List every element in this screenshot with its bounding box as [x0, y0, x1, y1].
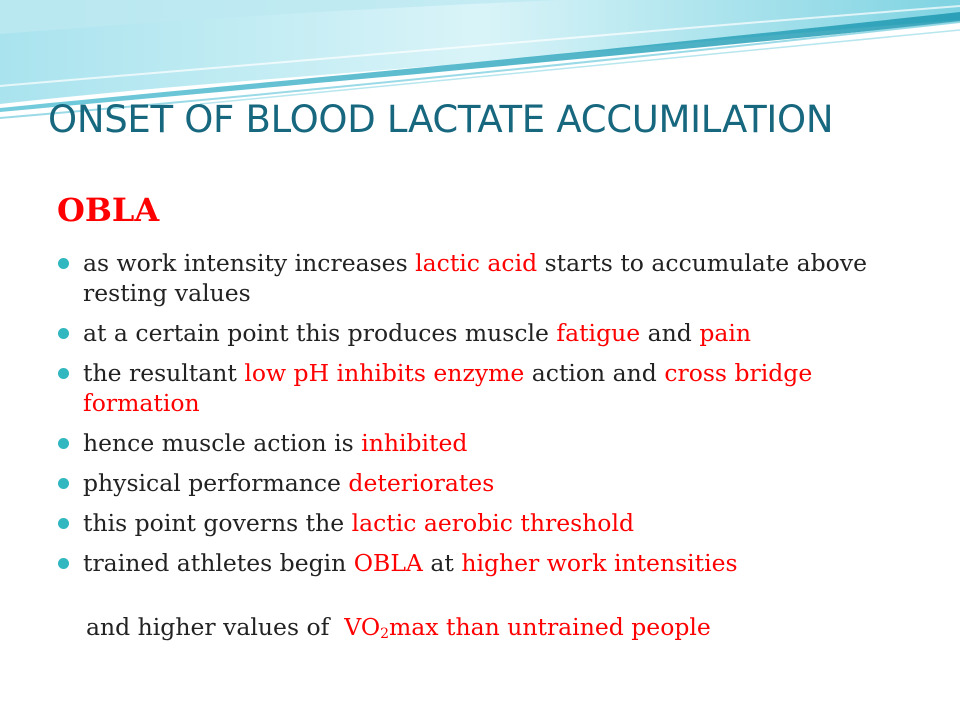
bullet-dot-icon: [58, 368, 69, 379]
bullet-item: hence muscle action is inhibited: [57, 428, 917, 458]
slide-subtitle: OBLA: [57, 191, 160, 229]
bullet-list: [57, 248, 917, 588]
bullet-item: at a certain point this produces muscle fatigue and pain: [57, 318, 917, 348]
bullet-item: physical performance deteriorates: [57, 468, 917, 498]
bullet-dot-icon: [58, 478, 69, 489]
bullet-dot-icon: [58, 518, 69, 529]
bullet-item: the resultant low pH inhibits enzyme action and cross bridge formation: [57, 358, 917, 418]
slide-title: ONSET OF BLOOD LACTATE ACCUMILATION: [48, 98, 834, 141]
bullet-dot-icon: [58, 438, 69, 449]
bullet-dot-icon: [58, 258, 69, 269]
bullet-continuation-line: and higher values of $VO_2\max$ than untrained people: [86, 613, 711, 642]
bullet-dot-icon: [58, 558, 69, 569]
bullet-dot-icon: [58, 328, 69, 339]
bullet-item: this point governs the lactic aerobic threshold: [57, 508, 917, 538]
bullet-item: as work intensity increases lactic acid starts to accumulate above resting values: [57, 248, 917, 308]
bullet-item: trained athletes begin OBLA at higher work intensities: [57, 548, 917, 578]
